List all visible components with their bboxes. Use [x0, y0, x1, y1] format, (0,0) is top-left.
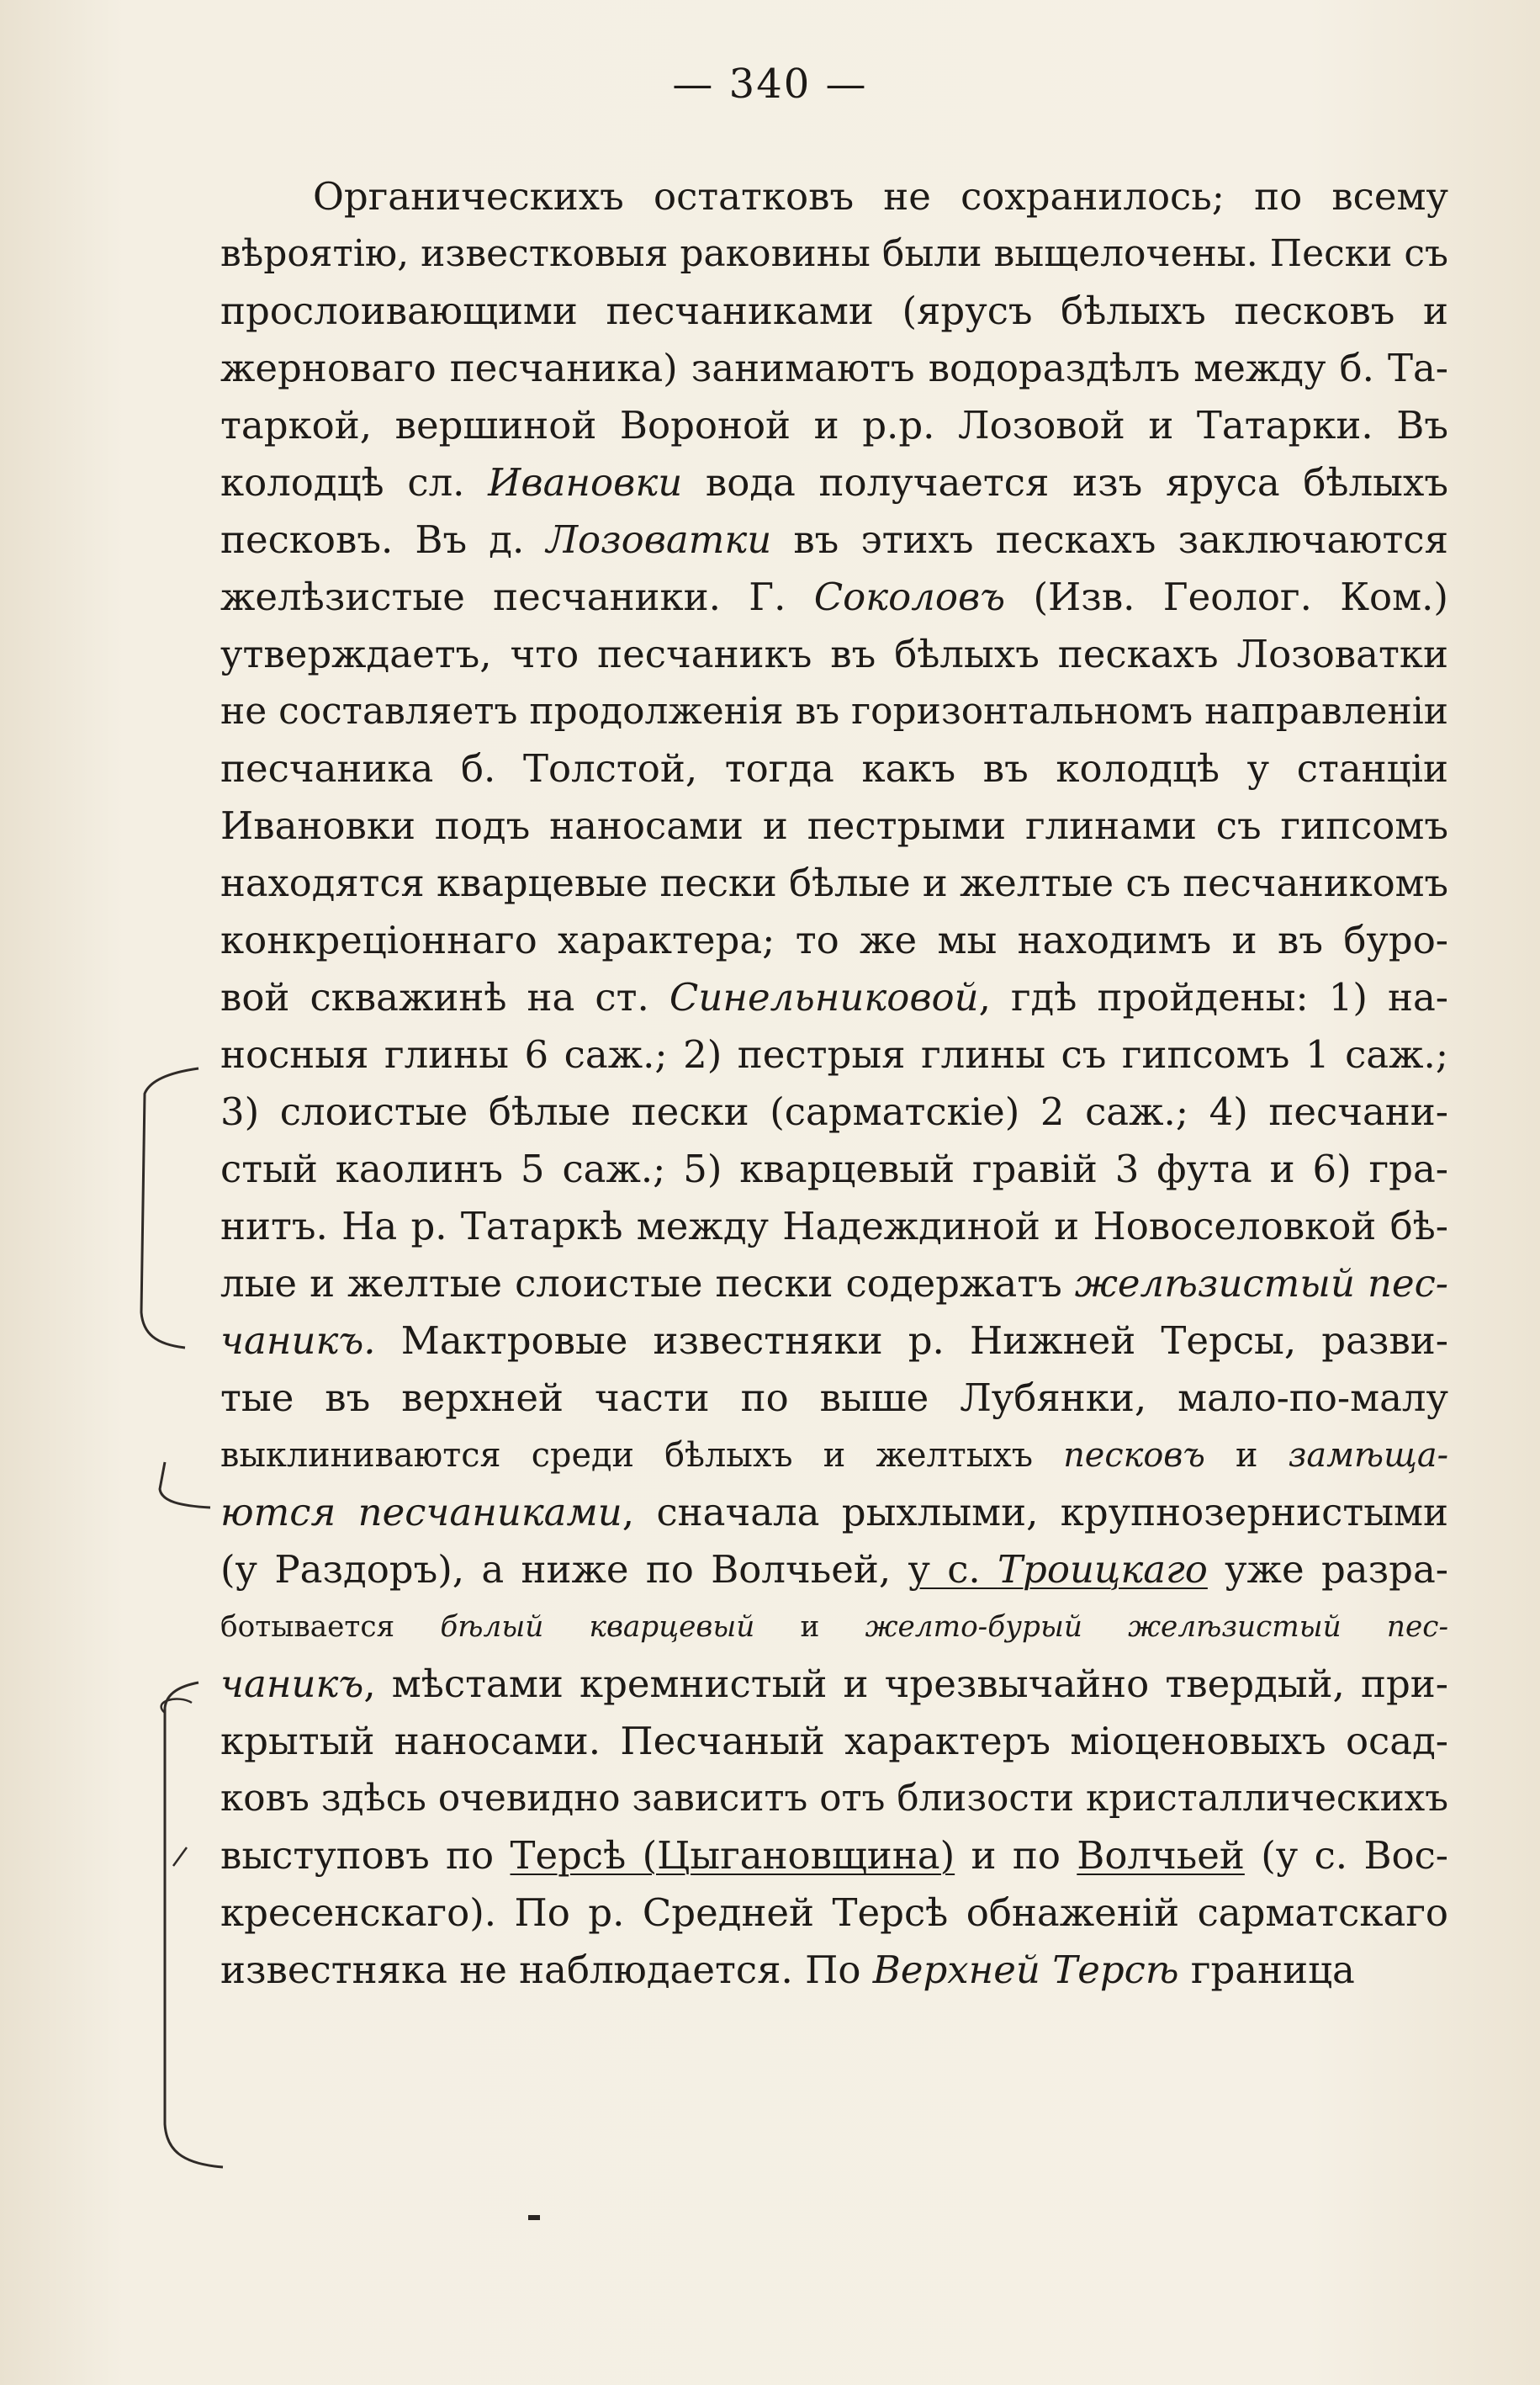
- italic-text-segment: песковъ: [1063, 1436, 1205, 1475]
- text-segment: выступовъ по: [220, 1833, 511, 1878]
- text-line: [220, 168, 1448, 225]
- text-line: [220, 1198, 1448, 1255]
- text-line: [220, 1255, 1448, 1312]
- text-segment: жерноваго песчаника) занимаютъ водораздѣлъ между б. Та-: [220, 346, 1448, 390]
- text-segment: Мактровые известняки р. Нижней Терсы, разви-: [375, 1318, 1448, 1363]
- text-segment: уже разра-: [1207, 1547, 1448, 1592]
- text-line: [220, 225, 1448, 283]
- text-segment: конкреціоннаго характера; то же мы находимъ и въ буро-: [220, 918, 1448, 962]
- text-line: [220, 397, 1448, 454]
- margin-tick-lower: [173, 1847, 187, 1866]
- text-segment: въ этихъ пескахъ заключаются: [771, 517, 1448, 562]
- text-line: [220, 340, 1448, 397]
- text-segment: тые въ верхней части по выше Лубянки, мало-по-малу: [220, 1375, 1448, 1420]
- text-segment: граница: [1178, 1948, 1355, 1992]
- text-line: [220, 511, 1448, 569]
- text-segment: 3) слоистые бѣлые пески (сарматскіе) 2 саж.; 4) песчани-: [220, 1089, 1448, 1134]
- text-segment: вѣроятію, известковыя раковины были выщелочены. Пески съ: [220, 232, 1448, 275]
- text-segment: вода получается изъ яруса бѣлыхъ: [682, 460, 1448, 505]
- text-line: [220, 1656, 1448, 1713]
- text-line: [220, 283, 1448, 340]
- italic-text-segment: Соколовъ: [813, 575, 1006, 619]
- margin-bracket-lower: [165, 1683, 223, 2167]
- text-segment: у с.: [908, 1547, 998, 1592]
- text-segment: Волчьей: [1077, 1833, 1245, 1878]
- text-segment: известняка не наблюдается. По: [220, 1948, 873, 1992]
- text-segment: желѣзистые песчаники. Г.: [220, 575, 814, 619]
- text-line: [220, 912, 1448, 969]
- text-segment: нитъ. На р. Татаркѣ между Надеждиной и Новоселовкой бѣ-: [220, 1204, 1448, 1248]
- text-line: [220, 1484, 1448, 1541]
- italic-text-segment: Ивановки: [488, 460, 683, 505]
- text-segment: , мѣстами кремнистый и чрезвычайно твердый, при-: [363, 1662, 1448, 1706]
- margin-stroke-small: [160, 1462, 210, 1508]
- margin-bracket-upper: [141, 1068, 198, 1348]
- text-segment: Ивановки подъ наносами и пестрыми глинами съ гипсомъ: [220, 803, 1448, 848]
- text-segment: крытый наносами. Песчаный характеръ міоценовыхъ осад-: [220, 1719, 1448, 1763]
- text-line: [220, 1598, 1448, 1656]
- text-segment: и: [754, 1610, 865, 1644]
- italic-text-segment: чаникъ: [220, 1662, 364, 1706]
- italic-text-segment: Троицкаго: [998, 1547, 1208, 1592]
- text-line: [220, 1141, 1448, 1198]
- italic-text-segment: Синельниковой: [669, 975, 979, 1020]
- text-segment: колодцѣ сл.: [220, 460, 489, 505]
- text-segment: Органическихъ остатковъ не сохранилось; по всему: [313, 174, 1448, 219]
- text-line: [220, 969, 1448, 1026]
- text-segment: прослоивающими песчаниками (ярусъ бѣлыхъ песковъ и: [220, 289, 1448, 333]
- italic-text-segment: Лозоватки: [546, 517, 772, 562]
- text-segment: (у с. Вос-: [1244, 1833, 1448, 1878]
- text-segment: , гдѣ пройдены: 1) на-: [978, 975, 1448, 1020]
- italic-text-segment: замѣща-: [1288, 1436, 1448, 1475]
- text-segment: Терсѣ (Цыгановщина): [510, 1833, 955, 1878]
- text-line: [220, 1541, 1448, 1598]
- text-line: [220, 740, 1448, 798]
- text-line: [220, 1884, 1448, 1942]
- text-segment: утверждаетъ, что песчаникъ въ бѣлыхъ пескахъ Лозоватки: [220, 632, 1448, 676]
- text-line: [220, 1370, 1448, 1427]
- text-segment: находятся кварцевые пески бѣлые и желтые съ песчаникомъ: [220, 861, 1448, 905]
- italic-text-segment: Верхней Терсѣ: [872, 1948, 1179, 1992]
- text-line: [220, 1026, 1448, 1084]
- text-segment: таркой, вершиной Вороной и р.р. Лозовой и Татарки. Въ: [220, 403, 1448, 448]
- italic-text-segment: ются песчаниками: [220, 1490, 622, 1534]
- text-segment: носныя глины 6 саж.; 2) пестрыя глины съ гипсомъ 1 саж.;: [220, 1032, 1448, 1077]
- text-segment: и: [1204, 1436, 1289, 1475]
- text-line: [220, 1770, 1448, 1827]
- text-segment: лые и желтые слоистые пески содержатъ: [220, 1261, 1075, 1306]
- text-segment: ковъ здѣсь очевидно зависитъ отъ близости кристаллическихъ: [220, 1778, 1448, 1820]
- page-number: — 340 —: [672, 61, 868, 108]
- text-segment: не составляетъ продолженія въ горизонтальномъ направленіи: [220, 690, 1448, 733]
- text-line: [220, 1312, 1448, 1370]
- text-line: [220, 454, 1448, 511]
- text-line: [220, 569, 1448, 626]
- text-segment: вой скважинѣ на ст.: [220, 975, 669, 1020]
- text-line: [220, 1942, 1448, 1999]
- text-line: [220, 1713, 1448, 1770]
- text-segment: (у Раздоръ), а ниже по Волчьей,: [220, 1547, 908, 1592]
- margin-tick-ring: [161, 1699, 192, 1713]
- text-segment: кресенскаго). По р. Средней Терсѣ обнаженій сарматскаго: [220, 1890, 1448, 1935]
- text-segment: песчаника б. Толстой, тогда какъ въ колодцѣ у станціи: [220, 746, 1448, 791]
- text-segment: , сначала рыхлыми, крупнозернистыми: [622, 1490, 1448, 1534]
- text-line: [220, 1827, 1448, 1884]
- italic-text-segment: желѣзистый пес-: [1074, 1261, 1448, 1306]
- text-segment: стый каолинъ 5 саж.; 5) кварцевый гравій 3 фута и 6) гра-: [220, 1147, 1448, 1191]
- text-segment: ботывается: [220, 1610, 441, 1644]
- italic-text-segment: чаникъ.: [220, 1318, 376, 1363]
- body-text: [220, 168, 1448, 1999]
- text-line: [220, 683, 1448, 740]
- text-line: [220, 1084, 1448, 1141]
- text-line: [220, 1427, 1448, 1484]
- italic-text-segment: желто-бурый желѣзистый пес-: [865, 1610, 1448, 1644]
- text-segment: (Изв. Геолог. Ком.): [1005, 575, 1448, 619]
- text-line: [220, 855, 1448, 912]
- italic-text-segment: бѣлый кварцевый: [440, 1610, 755, 1644]
- text-line: [220, 626, 1448, 683]
- text-line: [220, 798, 1448, 855]
- stray-ink-mark: [528, 2215, 540, 2220]
- text-segment: песковъ. Въ д.: [220, 517, 547, 562]
- text-segment: и по: [955, 1833, 1077, 1878]
- text-segment: выклиниваются среди бѣлыхъ и желтыхъ: [220, 1436, 1064, 1475]
